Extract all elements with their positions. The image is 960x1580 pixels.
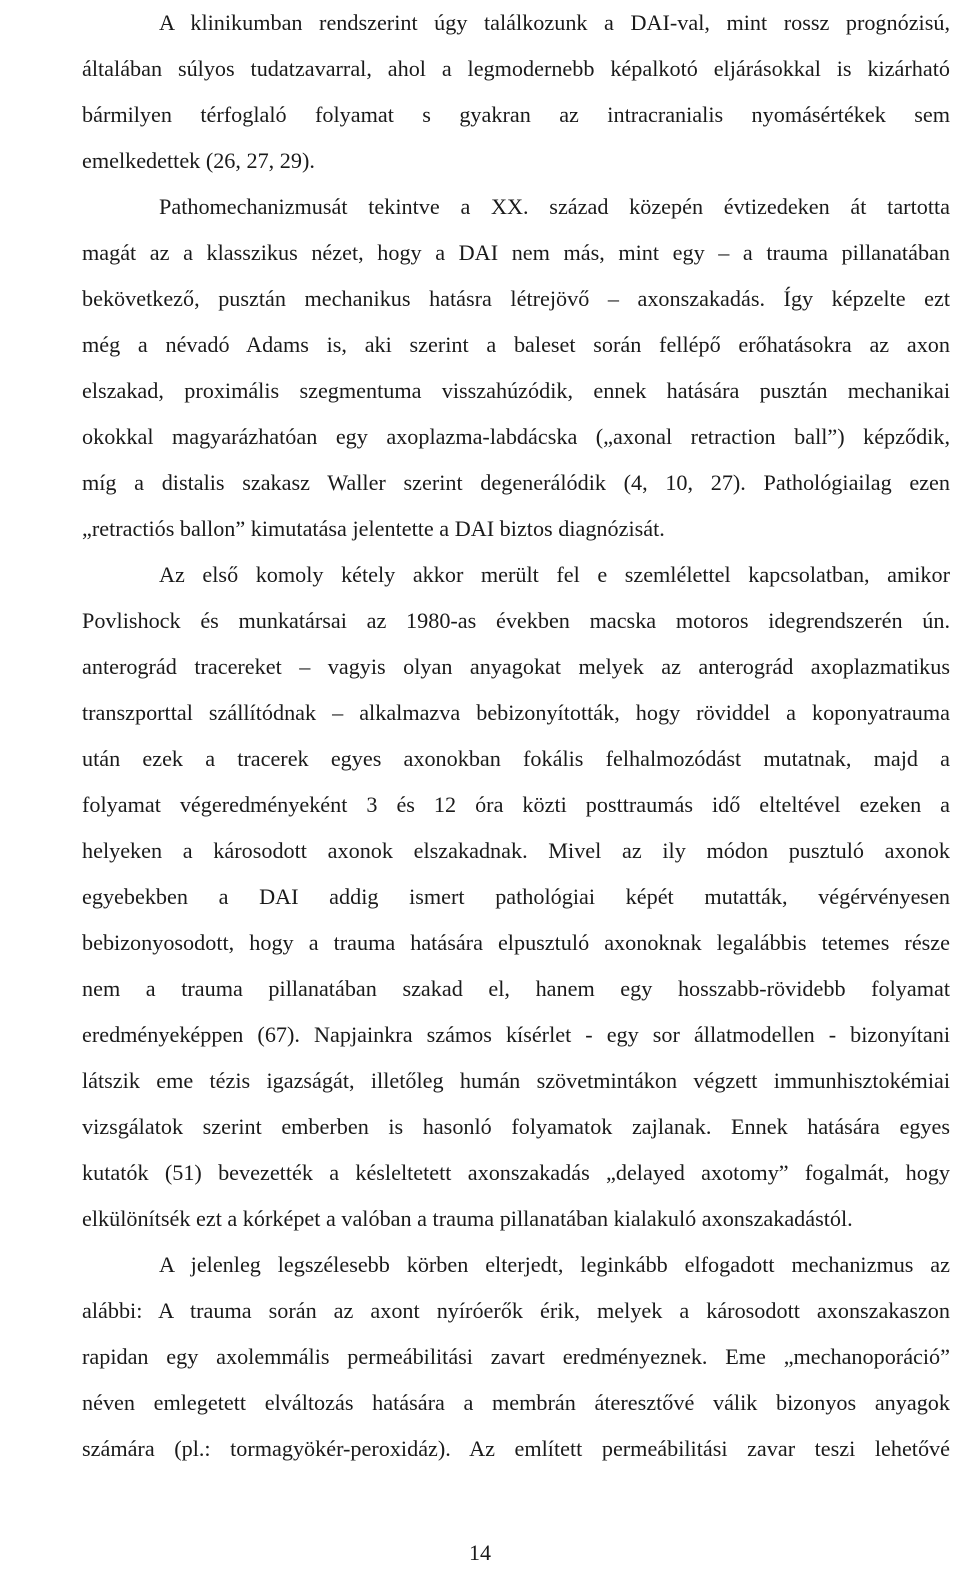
paragraph xyxy=(5,1242,950,1472)
text-line: anterográd tracereket – vagyis olyan anyagokat melyek az anterográd axoplazmatikus xyxy=(82,654,950,679)
text-line: transzporttal szállítódnak – alkalmazva bebizonyították, hogy röviddel a koponyatrauma xyxy=(82,700,950,725)
text-line: A klinikumban rendszerint úgy találkozunk a DAI-val, mint rossz prognózisú, xyxy=(159,10,950,35)
text-line: vizsgálatok szerint emberben is hasonló folyamatok zajlanak. Ennek hatására egyes xyxy=(82,1114,950,1139)
text-line: alábbi: A trauma során az axont nyíróerők érik, melyek a károsodott axonszakaszon xyxy=(82,1298,950,1323)
text-line: eredményeképpen (67). Napjainkra számos kísérlet - egy sor állatmodellen - bizonyítani xyxy=(82,1022,950,1047)
text-line: elkülönítsék ezt a kórképet a valóban a trauma pillanatában kialakuló axonszakadástól. xyxy=(82,1206,853,1231)
text-line: rapidan egy axolemmális permeábilitási zavart eredményeznek. Eme „mechanoporáció” xyxy=(82,1344,950,1369)
text-line: Az első komoly kétely akkor merült fel e szemlélettel kapcsolatban, amikor xyxy=(159,562,950,587)
text-line: Pathomechanizmusát tekintve a XX. század közepén évtizedeken át tartotta xyxy=(159,194,950,219)
text-line: néven emlegetett elváltozás hatására a membrán áteresztővé válik bizonyos anyagok xyxy=(82,1390,950,1415)
text-line: számára (pl.: tormagyökér-peroxidáz). Az említett permeábilitási zavar teszi lehetővé xyxy=(82,1436,950,1461)
document-page xyxy=(5,0,950,1472)
text-line: magát az a klasszikus nézet, hogy a DAI nem más, mint egy – a trauma pillanatában xyxy=(82,240,950,265)
paragraph xyxy=(5,0,950,184)
paragraph xyxy=(5,184,950,552)
text-line: emelkedettek (26, 27, 29). xyxy=(82,148,315,173)
text-line: folyamat végeredményeként 3 és 12 óra közti posttraumás idő elteltével ezeken a xyxy=(82,792,950,817)
text-line: bármilyen térfoglaló folyamat s gyakran az intracranialis nyomásértékek sem xyxy=(82,102,950,127)
paragraph xyxy=(5,552,950,1242)
text-line: Povlishock és munkatársai az 1980-as években macska motoros idegrendszerén ún. xyxy=(82,608,950,633)
text-line: bekövetkező, pusztán mechanikus hatásra létrejövő – axonszakadás. Így képzelte ezt xyxy=(82,286,950,311)
text-line: látszik eme tézis igazságát, illetőleg humán szövetmintákon végzett immunhisztokémiai xyxy=(82,1068,950,1093)
text-line: helyeken a károsodott axonok elszakadnak. Mivel az ily módon pusztuló axonok xyxy=(82,838,950,863)
text-line: A jelenleg legszélesebb körben elterjedt, leginkább elfogadott mechanizmus az xyxy=(159,1252,950,1277)
text-line: „retractiós ballon” kimutatása jelentette a DAI biztos diagnózisát. xyxy=(82,516,665,541)
text-line: bebizonyosodott, hogy a trauma hatására elpusztuló axonoknak legalábbis tetemes része xyxy=(82,930,950,955)
text-line: után ezek a tracerek egyes axonokban fokális felhalmozódást mutatnak, majd a xyxy=(82,746,950,771)
text-line: általában súlyos tudatzavarral, ahol a legmodernebb képalkotó eljárásokkal is kizárható xyxy=(82,56,950,81)
text-line: míg a distalis szakasz Waller szerint degenerálódik (4, 10, 27). Pathológiailag ezen xyxy=(82,470,950,495)
text-line: egyebekben a DAI addig ismert pathológiai képét mutatták, végérvényesen xyxy=(82,884,950,909)
page-number: 14 xyxy=(469,1540,491,1565)
text-line: okokkal magyarázhatóan egy axoplazma-labdácska („axonal retraction ball”) képződik, xyxy=(82,424,950,449)
text-line: nem a trauma pillanatában szakad el, hanem egy hosszabb-rövidebb folyamat xyxy=(82,976,950,1001)
text-line: még a névadó Adams is, aki szerint a baleset során fellépő erőhatásokra az axon xyxy=(82,332,950,357)
text-line: elszakad, proximális szegmentuma visszahúzódik, ennek hatására pusztán mechanikai xyxy=(82,378,950,403)
text-line: kutatók (51) bevezették a késleltetett axonszakadás „delayed axotomy” fogalmát, hogy xyxy=(82,1160,950,1185)
